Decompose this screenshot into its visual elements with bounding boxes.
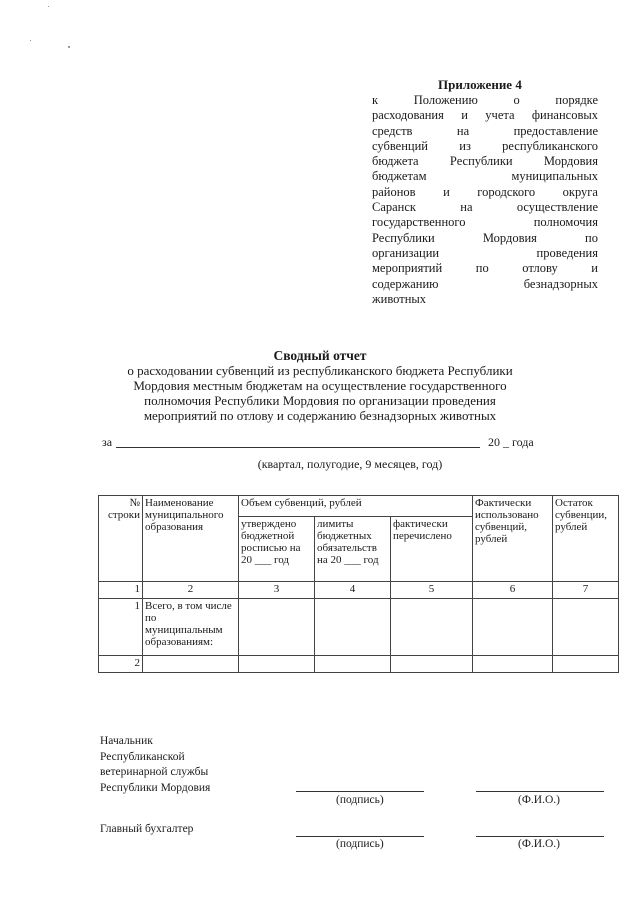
subtitle-line: полномочия Республики Мордовия по организации проведения (144, 393, 496, 408)
report-table (98, 495, 619, 673)
appendix-line: средств на предоставление (372, 123, 598, 138)
chief-sign-hint: (подпись) (336, 794, 384, 806)
column-number: 4 (315, 582, 391, 599)
accountant-sign-hint: (подпись) (336, 838, 384, 850)
appendix-line: субвенций из республиканского (372, 138, 598, 153)
chief-title (100, 734, 210, 796)
report-title: Сводный отчет (273, 348, 367, 363)
appendix-line: районов и городского округа (372, 184, 598, 199)
header-volume: Объем субвенций, рублей (239, 496, 473, 517)
scan-speck (30, 40, 31, 41)
row-cell[interactable] (239, 656, 315, 673)
appendix-line: бюджета Республики Мордовия (372, 154, 598, 169)
subtitle-line: о расходовании субвенций из республиканского бюджета Республики (127, 363, 513, 378)
column-number: 3 (239, 582, 315, 599)
column-number: 7 (553, 582, 619, 599)
header-municipality: Наименование муниципального образования (143, 496, 239, 582)
appendix-line: к Положению о порядке (372, 93, 598, 107)
chief-line: Республиканской (100, 750, 185, 763)
accountant-signature-line[interactable] (296, 836, 424, 837)
column-number: 6 (473, 582, 553, 599)
appendix-description (372, 93, 598, 307)
appendix-line: расходования и учета финансовых (372, 108, 598, 123)
header-limits: лимиты бюджетных обязательств на 20 ___ год (315, 517, 391, 582)
scan-speck (48, 6, 49, 7)
appendix-line: содержанию безнадзорных (372, 276, 598, 291)
subtitle-line: Мордовия местным бюджетам на осуществление государственного (133, 378, 507, 393)
chief-line: Начальник (100, 735, 153, 747)
chief-signature-line[interactable] (296, 791, 424, 792)
header-approved: утверждено бюджетной росписью на 20 ___ год (239, 517, 315, 582)
appendix-line: бюджетам муниципальных (372, 169, 598, 184)
period-field[interactable] (116, 447, 480, 448)
appendix-line: Саранск на осуществление (372, 200, 598, 215)
row-cell[interactable] (553, 599, 619, 656)
chief-name-hint: (Ф.И.О.) (518, 794, 560, 806)
table-row (99, 599, 619, 656)
period-year: 20 _ года (488, 435, 534, 449)
report-subtitle (90, 363, 550, 423)
period-prefix: за (102, 435, 113, 449)
header-balance: Остаток субвенции, рублей (553, 496, 619, 582)
appendix-line: организации проведения (372, 245, 598, 260)
appendix-line: государственного полномочия (372, 215, 598, 230)
appendix-line: мероприятий по отлову и (372, 261, 598, 276)
accountant-title: Главный бухгалтер (100, 823, 194, 835)
row-cell[interactable] (473, 656, 553, 673)
row-cell[interactable] (315, 656, 391, 673)
accountant-name-line[interactable] (476, 836, 604, 837)
header-transferred: фактически перечислено (391, 517, 473, 582)
scan-speck (68, 46, 70, 48)
row-number: 1 (99, 599, 143, 656)
header-used: Фактически использовано субвенций, рублей (473, 496, 553, 582)
chief-line: ветеринарной службы (100, 766, 209, 778)
row-cell[interactable] (391, 599, 473, 656)
row-cell[interactable] (553, 656, 619, 673)
chief-name-line[interactable] (476, 791, 604, 792)
appendix-line: Республики Мордовия по (372, 230, 598, 245)
accountant-name-hint: (Ф.И.О.) (518, 838, 560, 850)
column-number: 1 (99, 582, 143, 599)
column-number: 2 (143, 582, 239, 599)
subtitle-line: мероприятий по отлову и содержанию безнадзорных животных (143, 408, 497, 423)
header-row-no: № строки (99, 496, 143, 582)
appendix-title: Приложение 4 (438, 77, 522, 92)
row-cell[interactable] (473, 599, 553, 656)
period-hint: (квартал, полугодие, 9 месяцев, год) (257, 457, 443, 471)
row-name: Всего, в том числе по муниципальным образованиям: (143, 599, 239, 656)
appendix-line: животных (372, 291, 427, 306)
table-row (99, 656, 619, 673)
column-number: 5 (391, 582, 473, 599)
row-cell[interactable] (239, 599, 315, 656)
row-cell[interactable] (391, 656, 473, 673)
row-cell[interactable] (315, 599, 391, 656)
chief-line: Республики Мордовия (100, 781, 211, 794)
row-name[interactable] (143, 656, 239, 673)
row-number: 2 (99, 656, 143, 673)
